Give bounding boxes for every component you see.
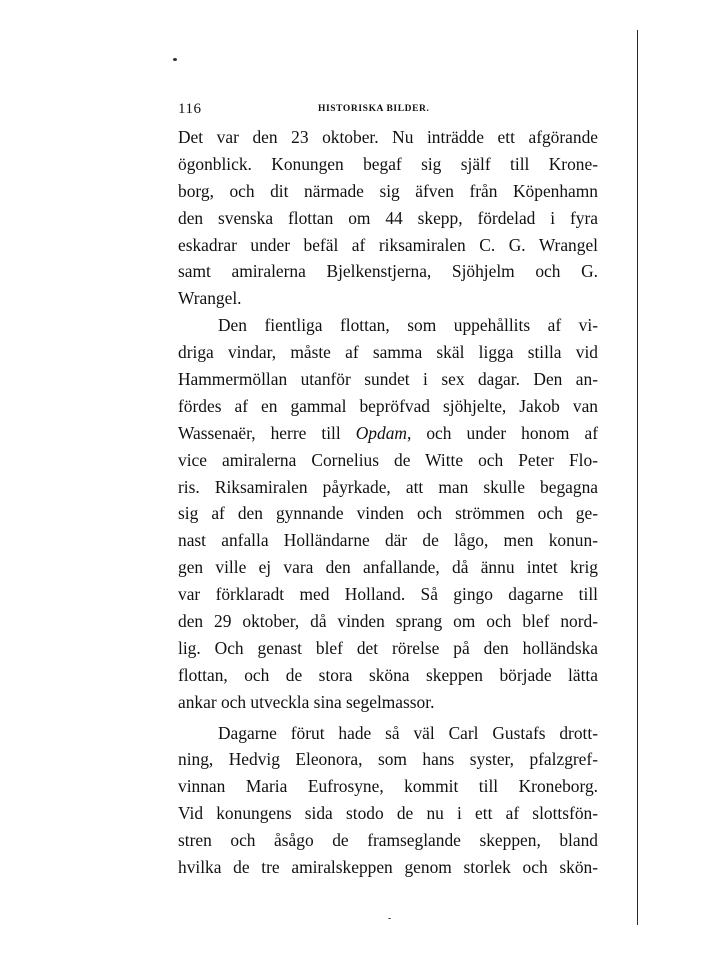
text-line: Dagarne förut hade så väl Carl Gustafs drott- (218, 722, 598, 743)
text-line: sig af den gynnande vinden och strömmen och ge- (178, 503, 598, 524)
text-line: gen ville ej vara den anfallande, då ännu intet krig (178, 557, 598, 578)
text-line: ögonblick. Konungen begaf sig själf till Krone- (178, 153, 598, 174)
ink-speck (388, 918, 391, 919)
text-line: driga vindar, måste af samma skäl ligga stilla vid (178, 342, 598, 363)
text-line-with-italic (178, 420, 598, 447)
text-segment: , och under honom af (406, 422, 599, 443)
page-header (178, 101, 598, 121)
text-segment: Wassenaër, herre till (178, 422, 356, 443)
text-line: borg, och dit närmade sig äfven från Köpenhamn (178, 180, 598, 201)
text-line: nast anfalla Holländarne där de lågo, men konun- (178, 530, 598, 551)
text-line: flottan, och de stora sköna skeppen började lätta (178, 664, 598, 685)
body-text (178, 124, 598, 881)
text-line: fördes af en gammal bepröfvad sjöhjelte, Jakob van (178, 395, 598, 416)
text-line: vinnan Maria Eufrosyne, kommit till Kroneborg. (178, 776, 598, 797)
text-line: Den fientliga flottan, som uppehållits af vi- (218, 315, 598, 336)
text-line: Wrangel. (178, 288, 242, 309)
text-line: Hammermöllan utanför sundet i sex dagar. Den an- (178, 369, 598, 390)
text-line: samt amiralerna Bjelkenstjerna, Sjöhjelm och G. (178, 261, 598, 282)
text-line: var förklaradt med Holland. Så gingo dagarne till (178, 584, 598, 605)
ink-speck (173, 58, 177, 61)
text-line: lig. Och genast blef det rörelse på den holländska (178, 637, 598, 658)
text-line: den 29 oktober, då vinden sprang om och blef nord- (178, 611, 598, 632)
text-line: vice amiralerna Cornelius de Witte och Peter Flo- (178, 449, 598, 470)
running-head: HISTORISKA BILDER. (318, 104, 430, 114)
text-line: ris. Riksamiralen påyrkade, att man skulle begagna (178, 476, 598, 497)
page-number: 116 (178, 101, 202, 117)
text-line: stren och åsågo de framseglande skeppen, bland (178, 830, 598, 851)
text-line: Det var den 23 oktober. Nu inträdde ett afgörande (178, 127, 598, 147)
text-line: ning, Hedvig Eleonora, som hans syster, pfalzgref- (178, 749, 598, 770)
italic-name: Opdam (355, 422, 407, 443)
text-line: eskadrar under befäl af riksamiralen C. G. Wrangel (178, 234, 598, 255)
text-line: den svenska flottan om 44 skepp, fördelad i fyra (178, 207, 598, 228)
scan-edge-line (637, 30, 638, 925)
text-line: ankar och utveckla sina segelmassor. (178, 691, 435, 712)
text-line: hvilka de tre amiralskeppen genom storlek och skön- (178, 857, 598, 878)
text-line: Vid konungens sida stodo de nu i ett af slottsfön- (178, 803, 598, 824)
